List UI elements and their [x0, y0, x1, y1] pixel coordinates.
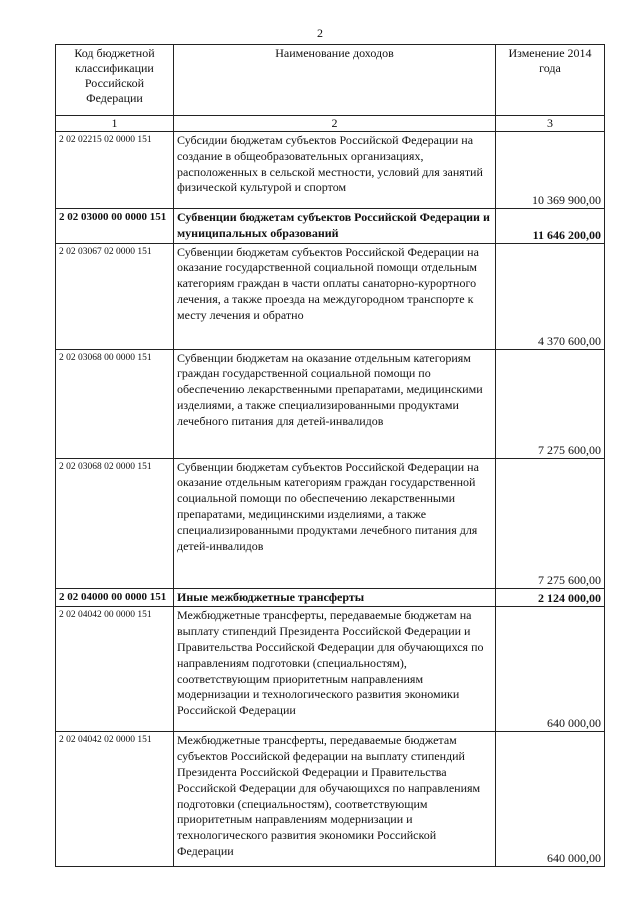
- revenue-name: Субвенции бюджетам субъектов Российской Федерации и муниципальных образований: [174, 209, 496, 244]
- budget-code: 2 02 03067 02 0000 151: [56, 243, 174, 349]
- budget-code: 2 02 02215 02 0000 151: [56, 132, 174, 209]
- table-row: [56, 588, 605, 607]
- budget-code: 2 02 04000 00 0000 151: [56, 588, 174, 607]
- change-amount: 640 000,00: [496, 732, 605, 867]
- budget-code: 2 02 03068 02 0000 151: [56, 458, 174, 588]
- change-amount: 640 000,00: [496, 607, 605, 732]
- budget-code: 2 02 03068 00 0000 151: [56, 349, 174, 458]
- table-header-row: [56, 45, 605, 116]
- table-row: [56, 732, 605, 867]
- change-amount: 7 275 600,00: [496, 349, 605, 458]
- revenue-name: Иные межбюджетные трансферты: [174, 588, 496, 607]
- header-change: Изменение 2014 года: [496, 45, 605, 116]
- budget-code: 2 02 04042 00 0000 151: [56, 607, 174, 732]
- column-number-row: [56, 116, 605, 132]
- budget-code: 2 02 03000 00 0000 151: [56, 209, 174, 244]
- table-row: [56, 209, 605, 244]
- change-amount: 4 370 600,00: [496, 243, 605, 349]
- revenue-name: Субсидии бюджетам субъектов Российской Федерации на создание в общеобразовательных организациях, расположенных в сельской местности, условий для занятий физической культурой и спортом: [174, 132, 496, 209]
- revenue-name: Субвенции бюджетам субъектов Российской Федерации на оказание отдельным категориям граждан государственной социальной помощи по обеспечению лекарственными препаратами, медицинскими изделиями, а также специализированными продуктами лечебного питания для детей-инвалидов: [174, 458, 496, 588]
- change-amount: 7 275 600,00: [496, 458, 605, 588]
- table-row: [56, 458, 605, 588]
- table-row: [56, 132, 605, 209]
- column-number-2: 2: [174, 116, 496, 132]
- table-row: [56, 243, 605, 349]
- table-row: [56, 607, 605, 732]
- budget-code: 2 02 04042 02 0000 151: [56, 732, 174, 867]
- revenue-table: [55, 44, 605, 867]
- change-amount: 11 646 200,00: [496, 209, 605, 244]
- header-name: Наименование доходов: [174, 45, 496, 116]
- column-number-1: 1: [56, 116, 174, 132]
- revenue-name: Субвенции бюджетам субъектов Российской Федерации на оказание государственной социальной помощи отдельным категориям граждан в части оплаты санаторно-курортного лечения, а также проезда на междугородном транспорте к месту лечения и обратно: [174, 243, 496, 349]
- table-row: [56, 349, 605, 458]
- header-code: Код бюджетной классификации Российской Федерации: [56, 45, 174, 116]
- change-amount: 2 124 000,00: [496, 588, 605, 607]
- column-number-3: 3: [496, 116, 605, 132]
- page-number: 2: [317, 26, 323, 40]
- revenue-name: Межбюджетные трансферты, передаваемые бюджетам на выплату стипендий Президента Российской Федерации и Правительства Российской Федерации для обучающихся по направлениям подготовки (специальностям), соответствующим приоритетным направлениям модернизации и технологического развития экономики Российской Федерации: [174, 607, 496, 732]
- revenue-name: Субвенции бюджетам на оказание отдельным категориям граждан государственной социальной помощи по обеспечению лекарственными препаратами, медицинскими изделиями, а также специализированными продуктами лечебного питания для детей-инвалидов: [174, 349, 496, 458]
- revenue-name: Межбюджетные трансферты, передаваемые бюджетам субъектов Российской федерации на выплату стипендий Президента Российской Федерации и Правительства Российской Федерации для обучающихся по направлениям подготовки (специальностям), соответствующим приоритетным направлениям модернизации и технологического развития экономики Российской Федерации: [174, 732, 496, 867]
- change-amount: 10 369 900,00: [496, 132, 605, 209]
